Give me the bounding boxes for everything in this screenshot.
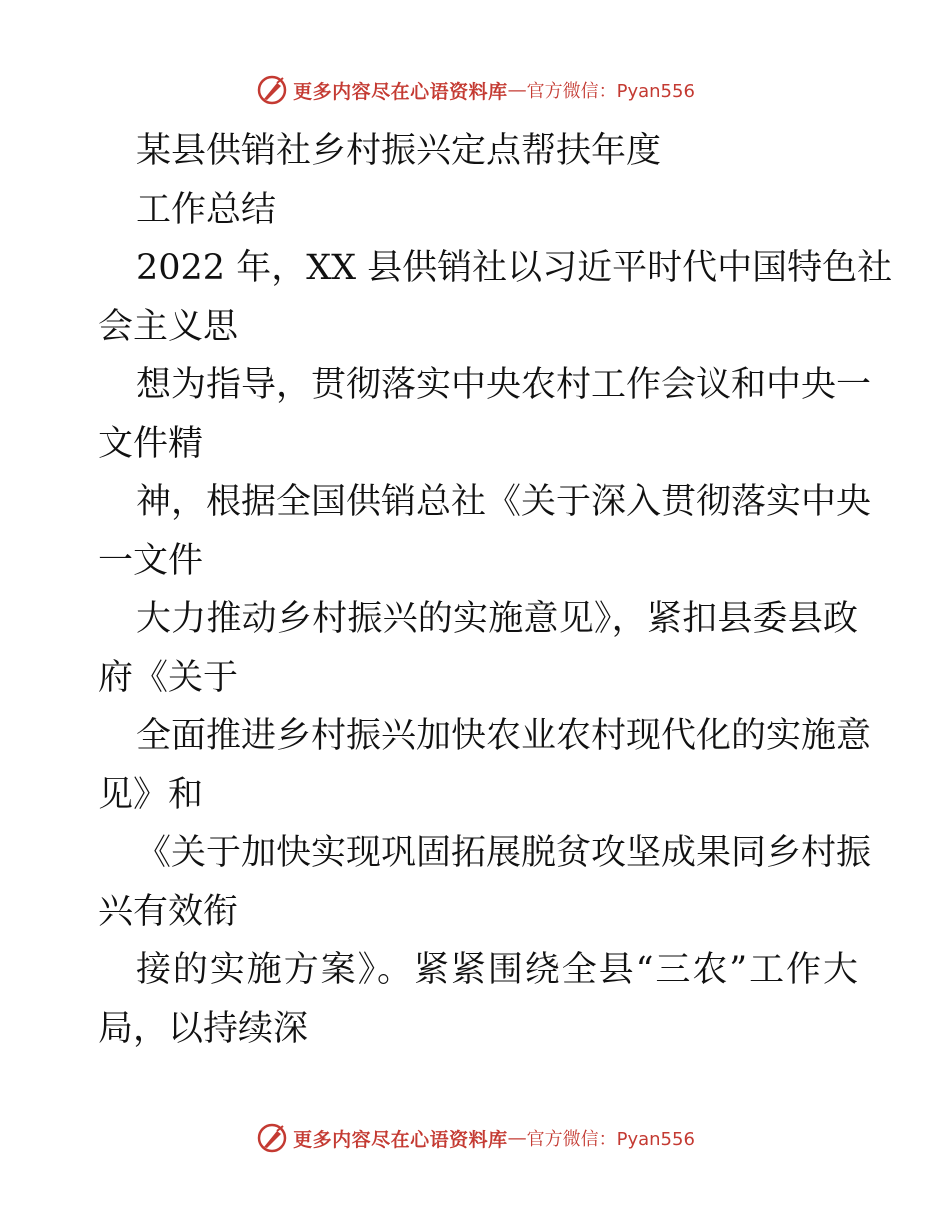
paragraph-line: 全面推进乡村振兴加快农业农村现代化的实施意 bbox=[136, 716, 872, 756]
banner-brand-text: 更多内容尽在心语资料库 bbox=[293, 1128, 508, 1151]
paragraph-line: 想为指导，贯彻落实中央农村工作会议和中央一 bbox=[136, 365, 872, 405]
paragraph-line: 文件精 bbox=[98, 423, 204, 464]
paragraph-line: 兴有效衔 bbox=[98, 891, 239, 932]
banner-contact-text: 官方微信：Pyan556 bbox=[526, 81, 695, 102]
paragraph-line: 2022 年，XX 县供销社以习近平时代中国特色社 bbox=[136, 248, 893, 288]
quill-pen-logo-icon bbox=[255, 1121, 289, 1155]
banner-dash: — bbox=[507, 79, 527, 101]
quill-pen-logo-icon bbox=[255, 73, 289, 107]
paragraph-line: 见》和 bbox=[98, 774, 204, 815]
paragraph-line: 会主义思 bbox=[98, 306, 239, 347]
banner-contact-text: 官方微信：Pyan556 bbox=[526, 1129, 695, 1150]
header-banner bbox=[0, 70, 950, 110]
paragraph-line: 《关于加快实现巩固拓展脱贫攻坚成果同乡村振 bbox=[136, 833, 872, 873]
paragraph-line: 接的实施方案》。紧紧围绕全县“三农”工作大 bbox=[136, 950, 858, 990]
paragraph-line: 局，以持续深 bbox=[98, 1008, 309, 1049]
footer-banner bbox=[0, 1118, 950, 1158]
banner-dash: — bbox=[507, 1127, 527, 1149]
document-title-line: 工作总结 bbox=[136, 189, 277, 230]
paragraph-line: 一文件 bbox=[98, 540, 204, 581]
document-title-line: 某县供销社乡村振兴定点帮扶年度 bbox=[136, 131, 662, 171]
paragraph-line: 府《关于 bbox=[98, 657, 239, 698]
banner-brand-text: 更多内容尽在心语资料库 bbox=[293, 80, 508, 103]
document-body bbox=[98, 122, 893, 1058]
paragraph-line: 大力推动乡村振兴的实施意见》，紧扣县委县政 bbox=[136, 599, 858, 639]
paragraph-line: 神，根据全国供销总社《关于深入贯彻落实中央 bbox=[136, 482, 872, 522]
